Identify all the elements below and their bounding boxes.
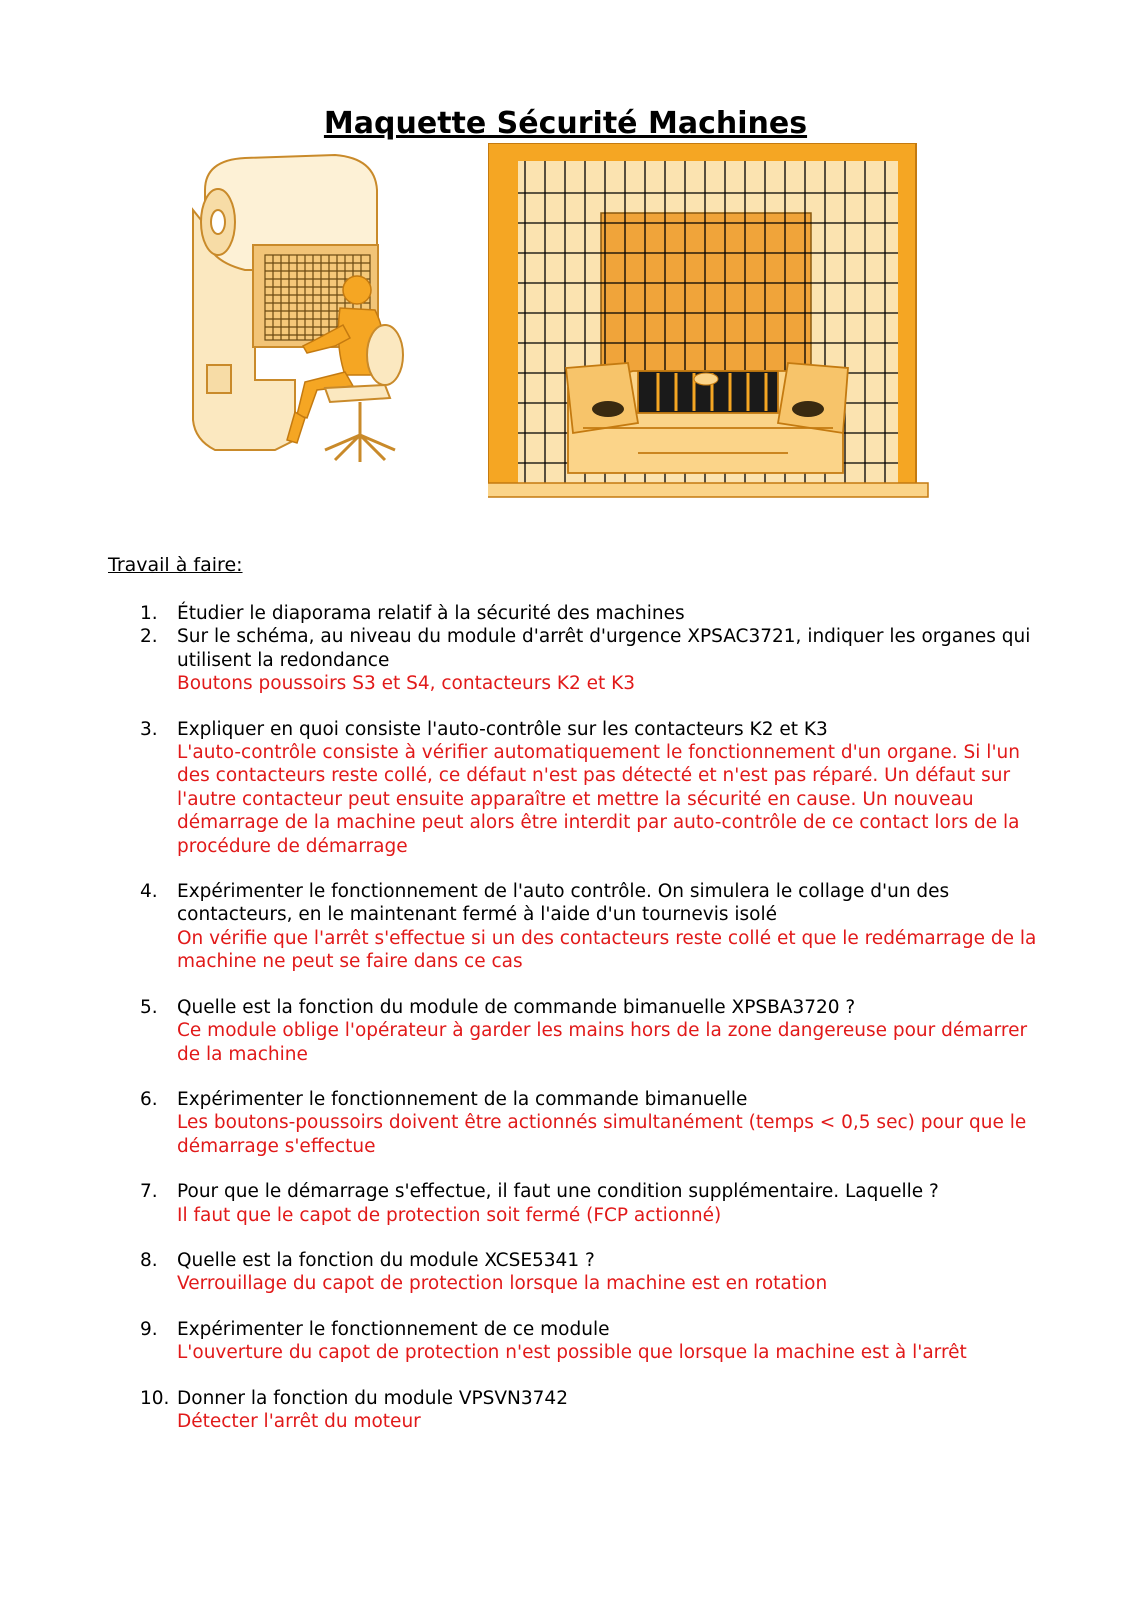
answer-text: On vérifie que l'arrêt s'effectue si un des contacteurs reste collé et que le redémarrage de la machine ne peut se faire dans ce cas bbox=[177, 927, 1037, 973]
item-number: 2. bbox=[140, 626, 158, 648]
question-text: Expérimenter le fonctionnement de la commande bimanuelle bbox=[177, 1088, 748, 1110]
answer-text: L'auto-contrôle consiste à vérifier automatiquement le fonctionnement d'un organe. Si l'un des contacteurs reste collé, ce défaut n'est pas détecté et n'est pas réparé. Un défaut sur l'autre contacteur peut ensuite apparaître et mettre la sécurité en cause. Un nouveau démarrage de la machine peut alors être interdit par auto-contrôle de ce contact lors de la procédure de démarrage bbox=[177, 742, 1020, 857]
question-text: Quelle est la fonction du module de commande bimanuelle XPSBA3720 ? bbox=[177, 996, 856, 1018]
list-item bbox=[140, 718, 1040, 858]
item-number: 6. bbox=[140, 1088, 158, 1110]
item-number: 3. bbox=[140, 718, 158, 740]
task-list bbox=[140, 602, 1040, 1455]
list-item bbox=[140, 625, 1040, 695]
press-machine-operator-illustration bbox=[185, 150, 415, 480]
answer-text: Ce module oblige l'opérateur à garder les mains hors de la zone dangereuse pour démarrer de la machine bbox=[177, 1020, 1028, 1065]
item-number: 8. bbox=[140, 1249, 158, 1271]
question-text: Étudier le diaporama relatif à la sécurité des machines bbox=[177, 603, 685, 624]
question-text: Donner la fonction du module VPSVN3742 bbox=[177, 1387, 568, 1409]
answer-text: Il faut que le capot de protection soit fermé (FCP actionné) bbox=[177, 1204, 722, 1226]
item-number: 9. bbox=[140, 1318, 158, 1340]
list-item bbox=[140, 1318, 1040, 1365]
answer-text: Détecter l'arrêt du moteur bbox=[177, 1410, 421, 1432]
item-number: 7. bbox=[140, 1181, 158, 1203]
answer-text: Boutons poussoirs S3 et S4, contacteurs K2 et K3 bbox=[177, 673, 636, 695]
answer-text: Verrouillage du capot de protection lorsque la machine est en rotation bbox=[177, 1273, 828, 1295]
page-title: Maquette Sécurité Machines bbox=[323, 106, 808, 141]
item-number: 1. bbox=[140, 603, 158, 624]
question-text: Sur le schéma, au niveau du module d'arrêt d'urgence XPSAC3721, indiquer les organes qui utilisent la redondance bbox=[177, 626, 1031, 671]
question-text: Pour que le démarrage s'effectue, il faut une condition supplémentaire. Laquelle ? bbox=[177, 1181, 939, 1203]
question-text: Expliquer en quoi consiste l'auto-contrôle sur les contacteurs K2 et K3 bbox=[177, 718, 828, 740]
item-number: 5. bbox=[140, 996, 158, 1018]
list-item bbox=[140, 1249, 1040, 1296]
list-item bbox=[140, 1387, 1040, 1434]
list-item bbox=[140, 1088, 1040, 1158]
list-item bbox=[140, 1180, 1040, 1227]
section-label: Travail à faire: bbox=[108, 554, 243, 576]
answer-text: L'ouverture du capot de protection n'est possible que lorsque la machine est à l'arrêt bbox=[177, 1342, 967, 1364]
question-text: Expérimenter le fonctionnement de ce module bbox=[177, 1318, 610, 1340]
answer-text: Les boutons-poussoirs doivent être actionnés simultanément (temps < 0,5 sec) pour que le démarrage s'effectue bbox=[177, 1112, 1027, 1157]
item-number: 10. bbox=[140, 1387, 170, 1409]
list-item bbox=[140, 880, 1040, 974]
item-number: 4. bbox=[140, 881, 158, 903]
list-item bbox=[140, 996, 1040, 1066]
list-item bbox=[140, 602, 1040, 625]
question-text: Expérimenter le fonctionnement de l'auto contrôle. On simulera le collage d'un des contacteurs, en le maintenant fermé à l'aide d'un tournevis isolé bbox=[177, 881, 950, 926]
question-text: Quelle est la fonction du module XCSE5341 ? bbox=[177, 1249, 595, 1271]
safety-enclosure-machine-illustration bbox=[488, 143, 948, 510]
